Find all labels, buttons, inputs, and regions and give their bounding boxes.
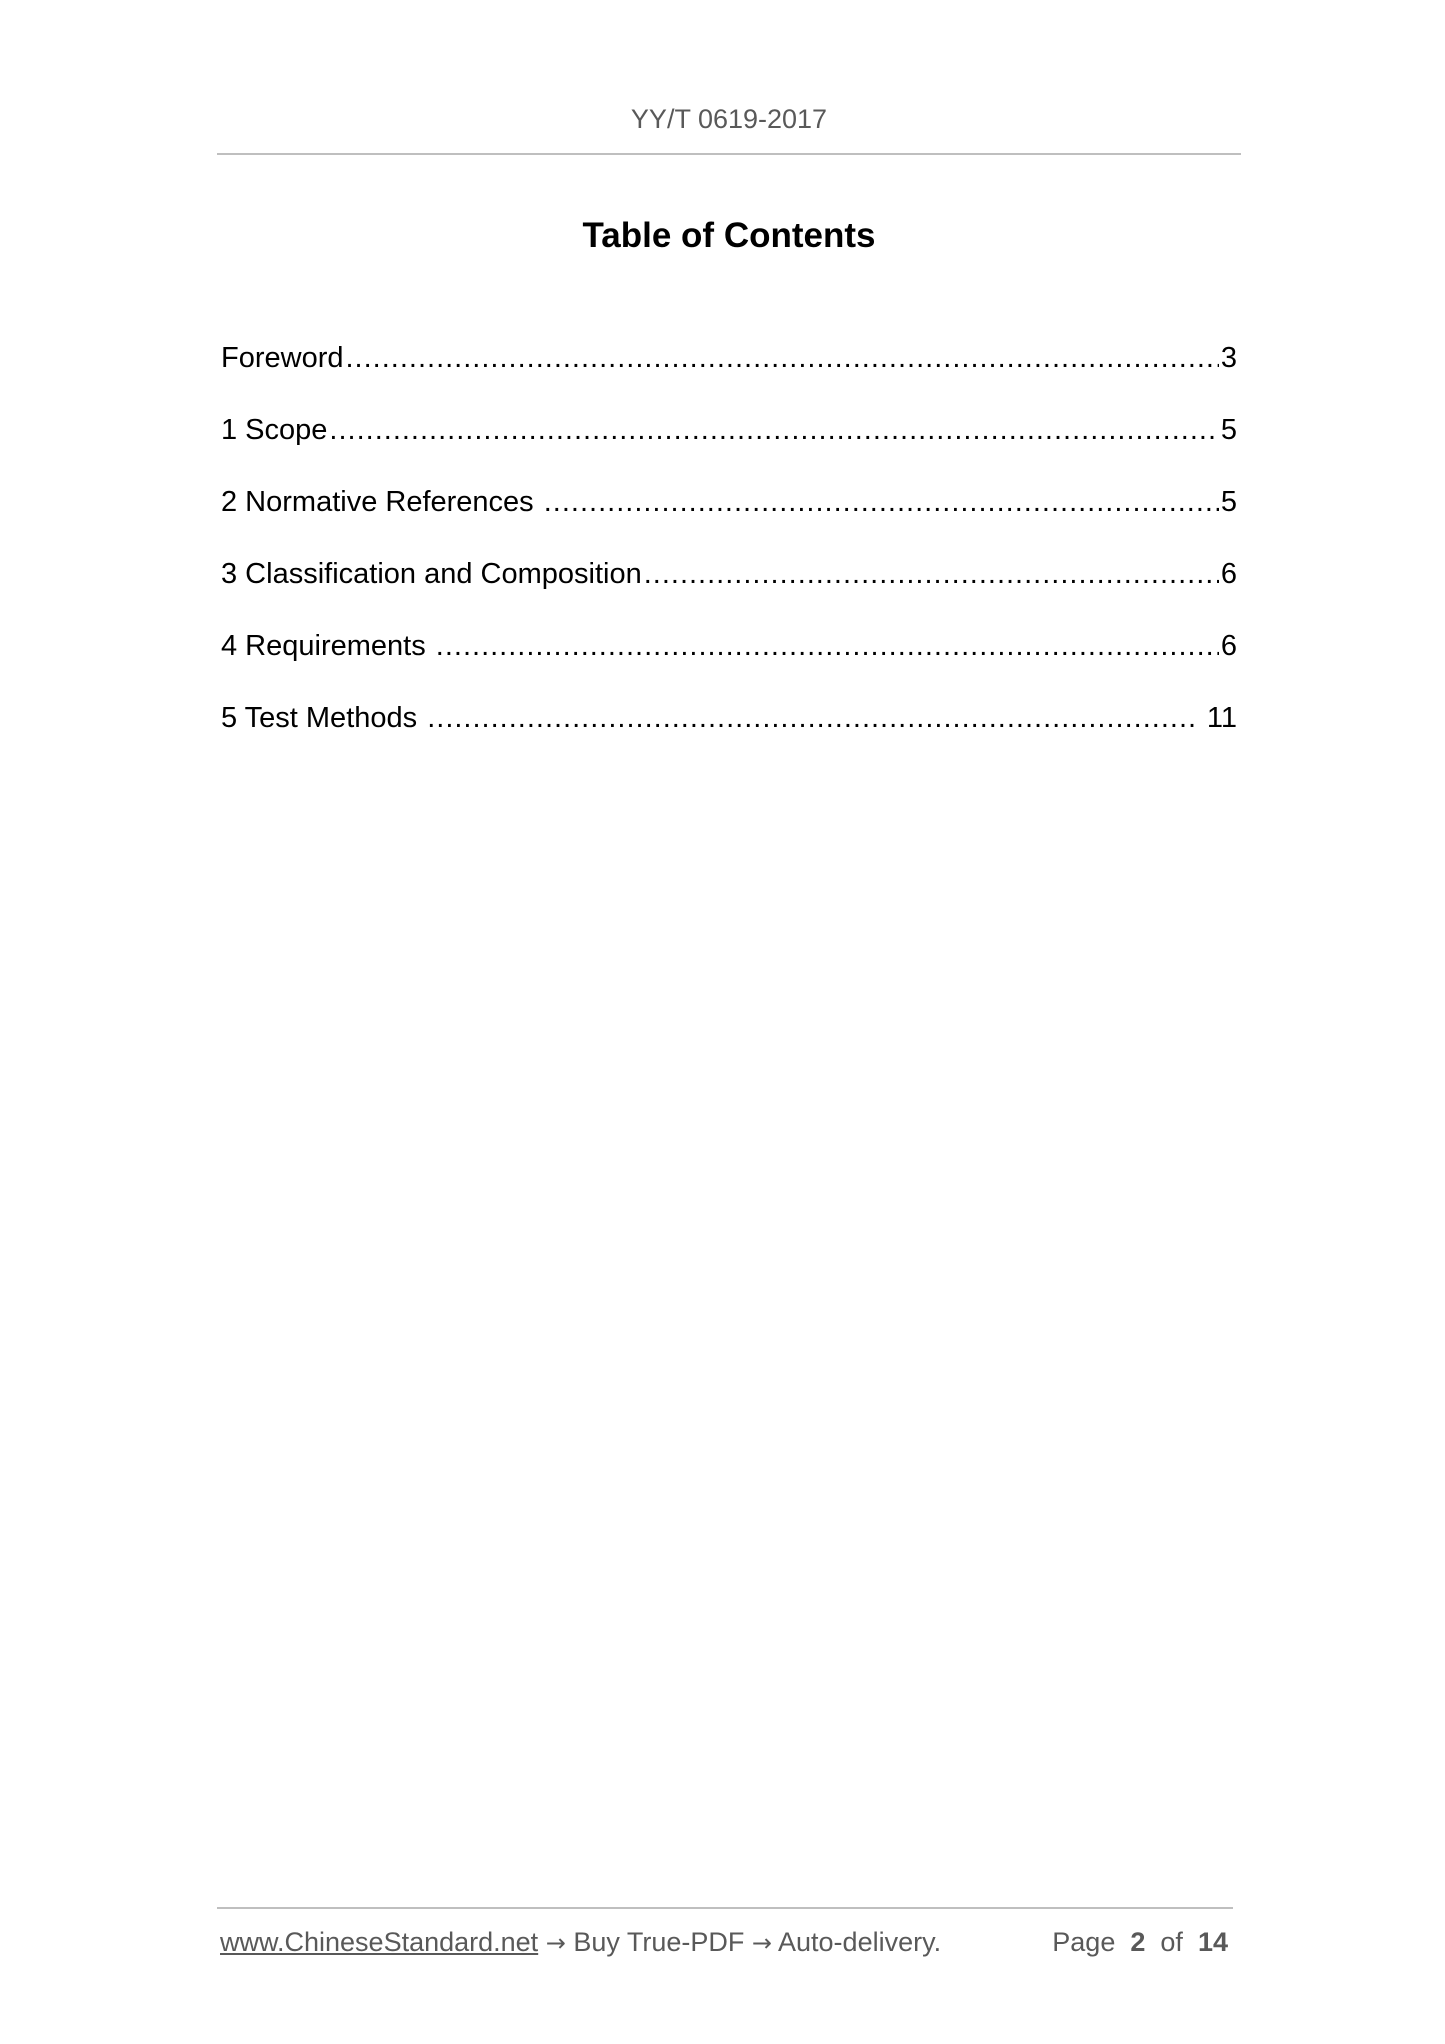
toc-dot-leader bbox=[544, 482, 1219, 522]
header-divider bbox=[217, 153, 1241, 155]
of-word: of bbox=[1160, 1927, 1183, 1957]
toc-entry-test-methods[interactable] bbox=[221, 698, 1237, 770]
toc-entry-page: 3 bbox=[1220, 342, 1237, 374]
toc-entry-requirements[interactable] bbox=[221, 626, 1237, 698]
website-link[interactable]: www.ChineseStandard.net bbox=[220, 1927, 539, 1957]
arrow-right-icon: → bbox=[545, 1929, 566, 1957]
toc-entry-label: 3 Classification and Composition bbox=[221, 558, 642, 590]
toc-entry-page: 11 bbox=[1198, 702, 1237, 734]
toc-entry-label: 2 Normative References bbox=[221, 486, 542, 518]
page-footer bbox=[220, 1927, 1232, 1958]
total-page-count: 14 bbox=[1197, 1927, 1228, 1957]
toc-entry-label: 4 Requirements bbox=[221, 630, 434, 662]
toc-dot-leader bbox=[644, 554, 1219, 594]
toc-entry-page: 6 bbox=[1220, 630, 1237, 662]
toc-entry-label: 1 Scope bbox=[221, 414, 328, 446]
page-indicator bbox=[1052, 1927, 1228, 1958]
toc-title: Table of Contents bbox=[582, 216, 876, 255]
page-word: Page bbox=[1052, 1927, 1116, 1957]
toc-dot-leader bbox=[436, 626, 1219, 666]
auto-delivery-text: Auto-delivery. bbox=[778, 1927, 942, 1957]
toc-entry-classification-composition[interactable] bbox=[221, 554, 1237, 626]
document-code-header: YY/T 0619-2017 bbox=[630, 104, 828, 134]
footer-divider bbox=[217, 1907, 1233, 1909]
toc-entry-foreword[interactable] bbox=[221, 338, 1237, 410]
arrow-right-icon: → bbox=[751, 1929, 772, 1957]
table-of-contents bbox=[221, 338, 1237, 770]
toc-entry-scope[interactable] bbox=[221, 410, 1237, 482]
toc-entry-label: 5 Test Methods bbox=[221, 702, 426, 734]
buy-pdf-text: Buy True-PDF bbox=[573, 1927, 745, 1957]
toc-dot-leader bbox=[329, 410, 1218, 450]
toc-entry-page: 5 bbox=[1220, 486, 1237, 518]
toc-dot-leader bbox=[346, 338, 1219, 378]
toc-entry-label: Foreword bbox=[221, 342, 344, 374]
toc-entry-normative-references[interactable] bbox=[221, 482, 1237, 554]
toc-dot-leader bbox=[427, 698, 1197, 738]
toc-entry-page: 5 bbox=[1220, 414, 1237, 446]
toc-entry-page: 6 bbox=[1220, 558, 1237, 590]
current-page-number: 2 bbox=[1130, 1927, 1146, 1957]
